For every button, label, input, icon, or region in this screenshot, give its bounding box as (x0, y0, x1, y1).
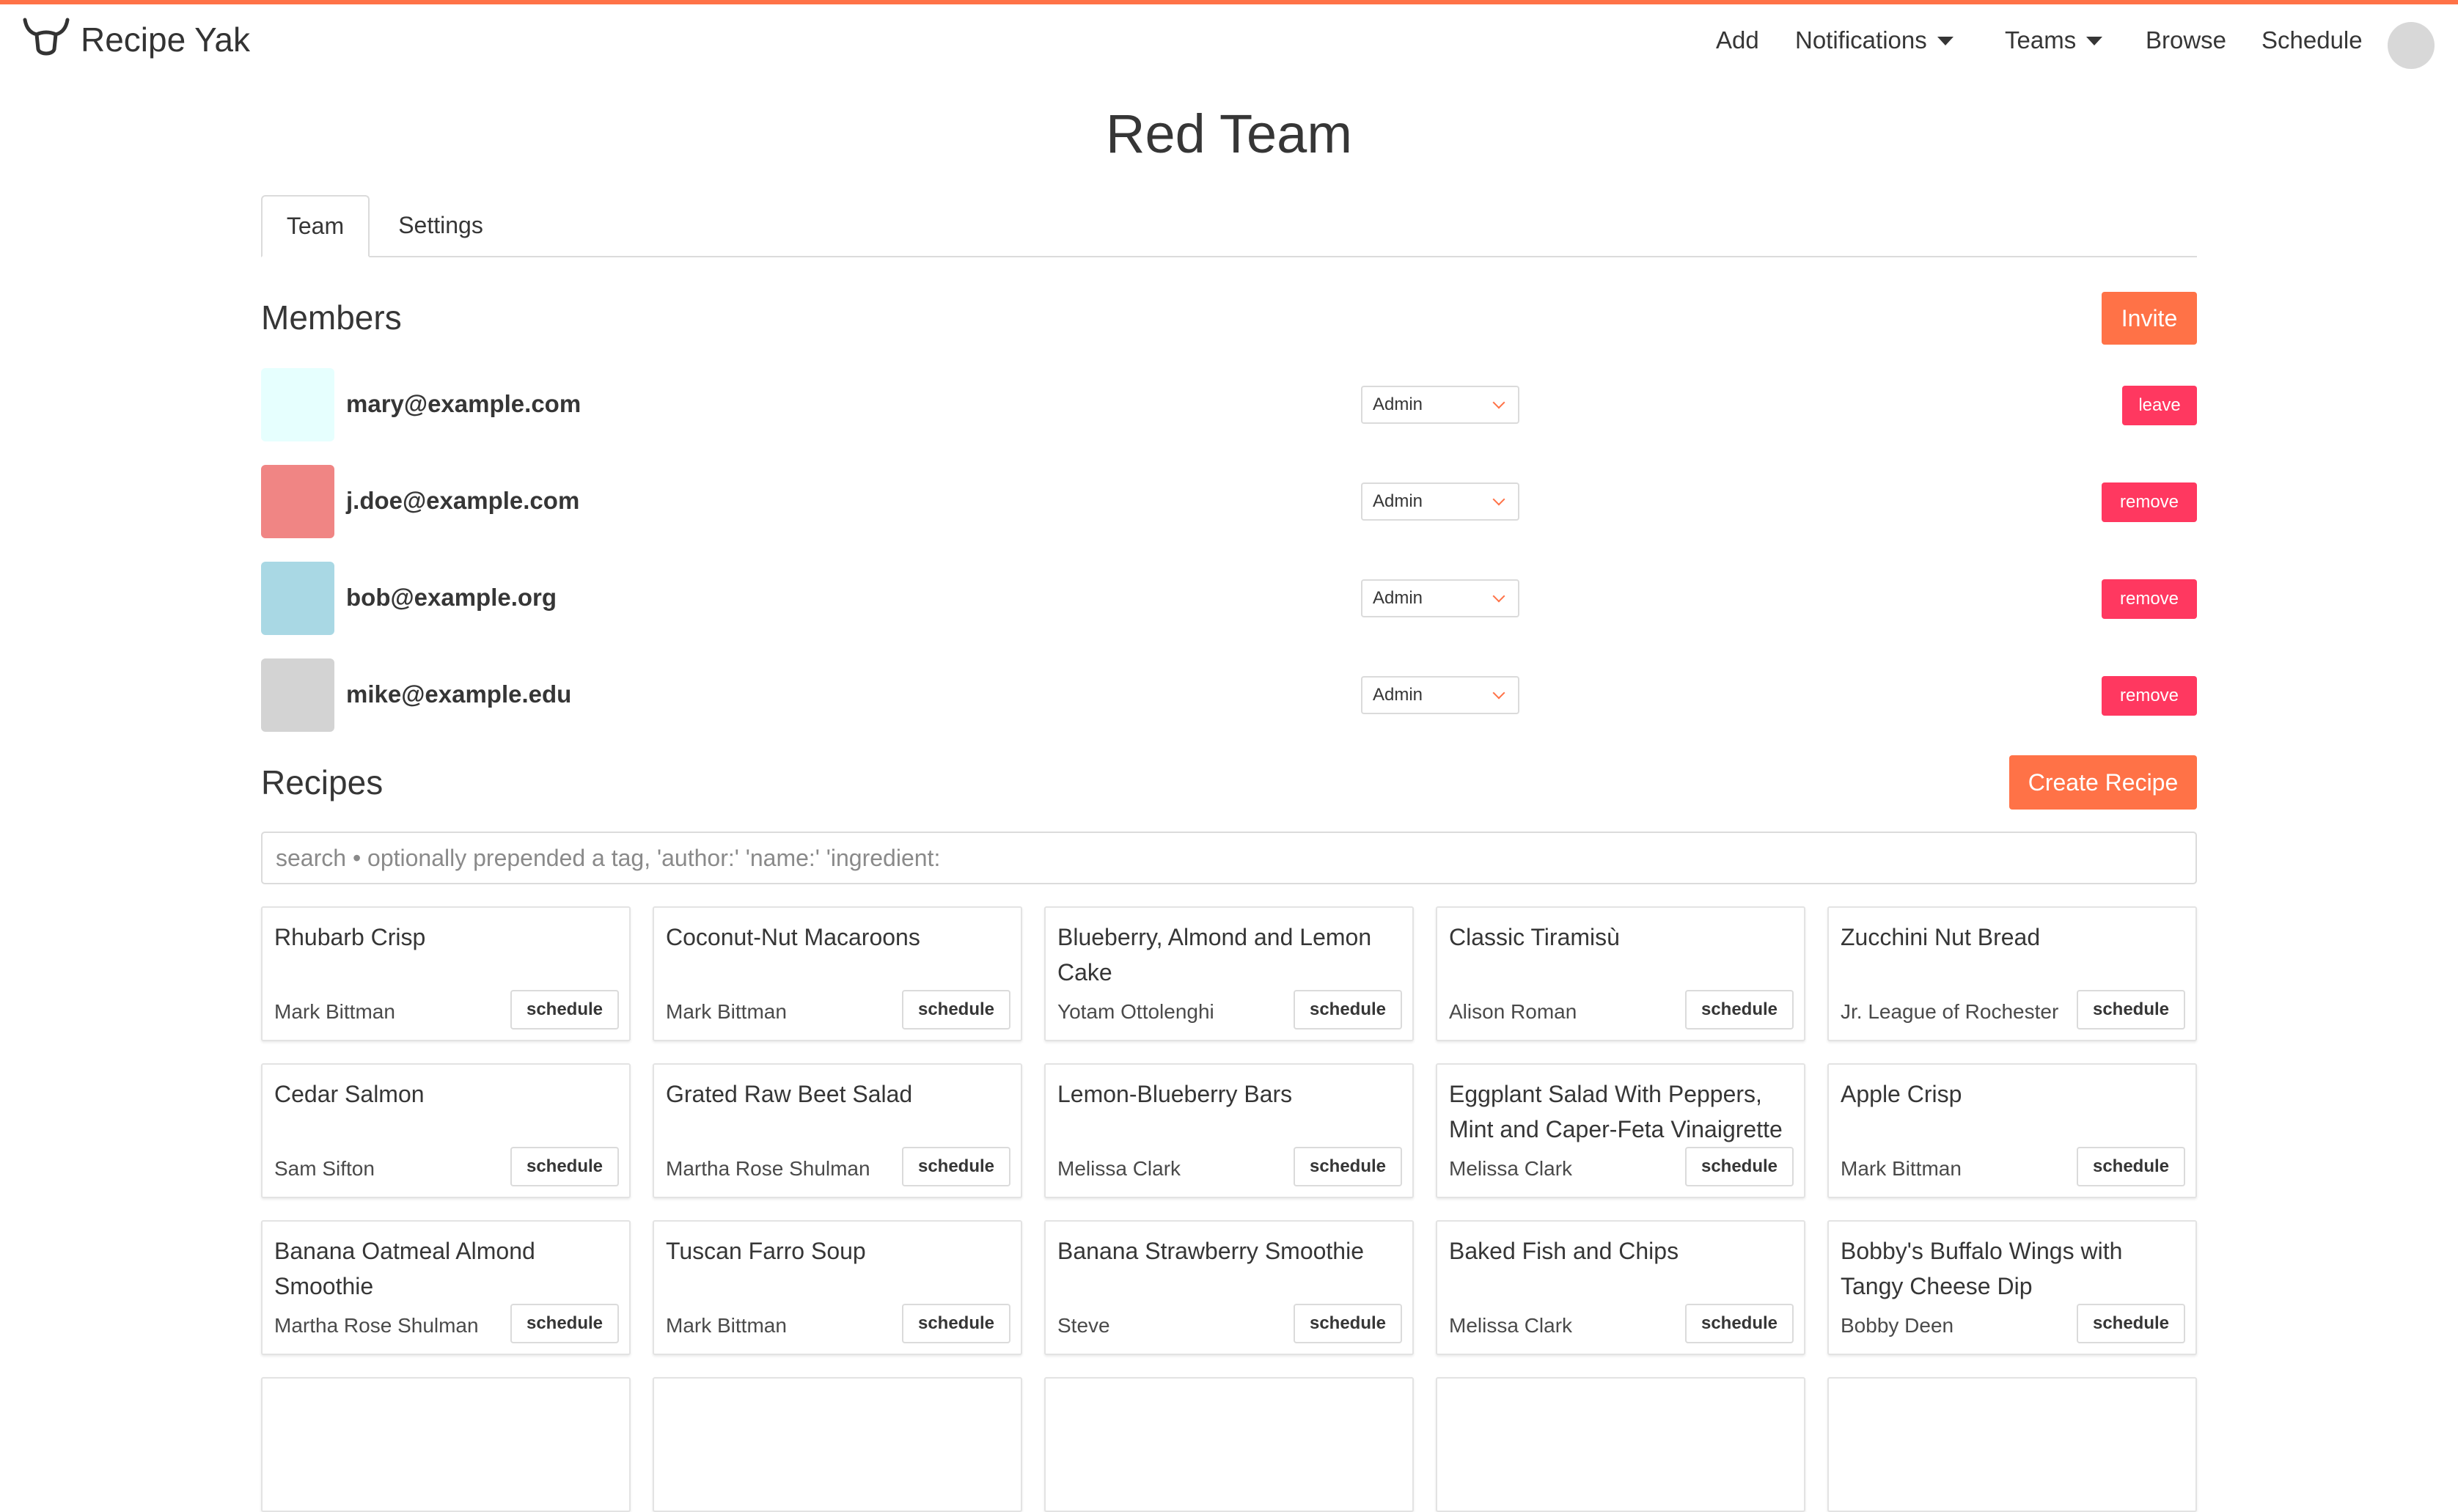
chevron-down-icon (1493, 687, 1505, 700)
recipe-card[interactable] (653, 1220, 1022, 1355)
member-avatar (261, 368, 334, 441)
recipe-title[interactable]: Banana Strawberry Smoothie (1057, 1238, 1364, 1264)
schedule-button[interactable]: schedule (510, 1147, 619, 1186)
role-select[interactable] (1361, 676, 1519, 714)
schedule-button[interactable]: schedule (2077, 1304, 2185, 1343)
member-row (261, 562, 2197, 635)
user-avatar[interactable] (2388, 22, 2435, 69)
member-email: mike@example.edu (346, 680, 572, 708)
recipe-title[interactable]: Coconut-Nut Macaroons (666, 924, 920, 950)
schedule-button[interactable]: schedule (1294, 990, 1402, 1030)
recipe-card[interactable] (1436, 906, 1805, 1041)
recipe-title[interactable]: Bobby's Buffalo Wings with Tangy Cheese Dip (1841, 1238, 2123, 1299)
member-row (261, 368, 2197, 441)
recipe-title[interactable]: Baked Fish and Chips (1449, 1238, 1679, 1264)
brand-link[interactable] (22, 19, 250, 60)
nav-add[interactable]: Add (1716, 26, 1759, 54)
recipe-card[interactable] (1436, 1220, 1805, 1355)
member-row (261, 658, 2197, 732)
schedule-button[interactable]: schedule (1294, 1304, 1402, 1343)
create-recipe-button[interactable]: Create Recipe (2009, 755, 2197, 810)
recipe-author: Yotam Ottolenghi (1057, 1000, 1214, 1023)
member-row (261, 465, 2197, 538)
recipe-card[interactable] (261, 1377, 631, 1512)
tab-team[interactable]: Team (261, 195, 370, 257)
schedule-button[interactable]: schedule (1685, 1147, 1794, 1186)
role-select-value: Admin (1373, 588, 1423, 608)
tab-bar (261, 195, 2197, 257)
yak-horns-svg (22, 17, 70, 59)
recipe-card[interactable] (1044, 1377, 1414, 1512)
recipe-card[interactable] (261, 906, 631, 1041)
schedule-button[interactable]: schedule (1685, 1304, 1794, 1343)
member-avatar (261, 658, 334, 732)
recipe-author: Mark Bittman (274, 1000, 395, 1023)
recipe-author: Alison Roman (1449, 1000, 1577, 1023)
recipe-author: Martha Rose Shulman (274, 1314, 479, 1337)
recipe-author: Bobby Deen (1841, 1314, 1954, 1337)
recipe-card[interactable] (1044, 1220, 1414, 1355)
brand-name: Recipe Yak (81, 21, 250, 59)
members-heading: Members (261, 298, 402, 337)
recipe-author: Melissa Clark (1449, 1157, 1573, 1180)
yak-horns-icon (22, 17, 70, 63)
role-select-value: Admin (1373, 491, 1423, 511)
recipe-title[interactable]: Apple Crisp (1841, 1081, 1962, 1107)
schedule-button[interactable]: schedule (2077, 990, 2185, 1030)
recipe-author: Martha Rose Shulman (666, 1157, 870, 1180)
schedule-button[interactable]: schedule (902, 990, 1010, 1030)
chevron-down-icon (1493, 590, 1505, 603)
nav-teams[interactable] (2005, 26, 2102, 54)
schedule-button[interactable]: schedule (902, 1147, 1010, 1186)
member-avatar (261, 562, 334, 635)
recipe-title[interactable]: Banana Oatmeal Almond Smoothie (274, 1238, 535, 1299)
recipe-card[interactable] (1827, 1220, 2197, 1355)
recipe-title[interactable]: Cedar Salmon (274, 1081, 425, 1107)
recipe-title[interactable]: Blueberry, Almond and Lemon Cake (1057, 924, 1372, 986)
schedule-button[interactable]: schedule (1685, 990, 1794, 1030)
recipe-card[interactable] (1044, 906, 1414, 1041)
recipe-author: Mark Bittman (1841, 1157, 1962, 1180)
role-select[interactable] (1361, 386, 1519, 424)
recipe-title[interactable]: Grated Raw Beet Salad (666, 1081, 913, 1107)
member-remove-button[interactable]: remove (2102, 579, 2197, 619)
recipes-heading: Recipes (261, 763, 384, 801)
invite-button[interactable]: Invite (2102, 292, 2197, 345)
recipe-card[interactable] (1044, 1063, 1414, 1198)
role-select-value: Admin (1373, 685, 1423, 705)
recipe-card[interactable] (653, 1377, 1022, 1512)
recipe-card[interactable] (1436, 1377, 1805, 1512)
member-remove-button[interactable]: remove (2102, 676, 2197, 716)
recipe-title[interactable]: Classic Tiramisù (1449, 924, 1620, 950)
recipe-author: Sam Sifton (274, 1157, 375, 1180)
recipe-card[interactable] (653, 1063, 1022, 1198)
recipe-card[interactable] (1436, 1063, 1805, 1198)
member-remove-button[interactable]: remove (2102, 482, 2197, 522)
recipe-card[interactable] (261, 1220, 631, 1355)
chevron-down-icon (1493, 493, 1505, 506)
recipe-card[interactable] (1827, 1377, 2197, 1512)
recipe-author: Steve (1057, 1314, 1110, 1337)
recipe-author: Melissa Clark (1449, 1314, 1573, 1337)
nav-browse[interactable]: Browse (2146, 26, 2227, 54)
caret-down-icon (1937, 37, 1953, 45)
recipe-title[interactable]: Zucchini Nut Bread (1841, 924, 2041, 950)
member-avatar (261, 465, 334, 538)
tab-settings[interactable]: Settings (398, 212, 483, 238)
nav-schedule[interactable]: Schedule (2261, 26, 2363, 54)
recipe-title[interactable]: Lemon-Blueberry Bars (1057, 1081, 1293, 1107)
role-select[interactable] (1361, 482, 1519, 521)
recipe-card[interactable] (1827, 906, 2197, 1041)
recipe-author: Melissa Clark (1057, 1157, 1181, 1180)
member-email: bob@example.org (346, 584, 557, 611)
member-email: mary@example.com (346, 390, 582, 417)
recipe-author: Jr. League of Rochester (1841, 1000, 2059, 1023)
navbar (0, 4, 2458, 76)
recipe-title[interactable]: Rhubarb Crisp (274, 924, 426, 950)
caret-down-icon (2086, 37, 2102, 45)
recipe-card[interactable] (261, 1063, 631, 1198)
recipe-title[interactable]: Tuscan Farro Soup (666, 1238, 866, 1264)
nav-notifications[interactable] (1795, 26, 1953, 54)
role-select-value: Admin (1373, 394, 1423, 414)
role-select[interactable] (1361, 579, 1519, 617)
schedule-button[interactable]: schedule (510, 990, 619, 1030)
recipe-card[interactable] (1827, 1063, 2197, 1198)
recipe-search-input[interactable] (261, 832, 2197, 884)
nav-notifications-label: Notifications (1795, 26, 1927, 54)
schedule-button[interactable]: schedule (1294, 1147, 1402, 1186)
member-email: j.doe@example.com (346, 487, 580, 514)
recipe-title[interactable]: Eggplant Salad With Peppers, Mint and Caper-Feta Vinaigrette (1449, 1081, 1783, 1142)
schedule-button[interactable]: schedule (510, 1304, 619, 1343)
recipe-author: Mark Bittman (666, 1314, 787, 1337)
member-leave-button[interactable]: leave (2122, 386, 2197, 425)
nav-teams-label: Teams (2005, 26, 2077, 54)
schedule-button[interactable]: schedule (2077, 1147, 2185, 1186)
recipe-author: Mark Bittman (666, 1000, 787, 1023)
page-title: Red Team (1106, 103, 1352, 164)
chevron-down-icon (1493, 397, 1505, 409)
recipe-card[interactable] (653, 906, 1022, 1041)
schedule-button[interactable]: schedule (902, 1304, 1010, 1343)
